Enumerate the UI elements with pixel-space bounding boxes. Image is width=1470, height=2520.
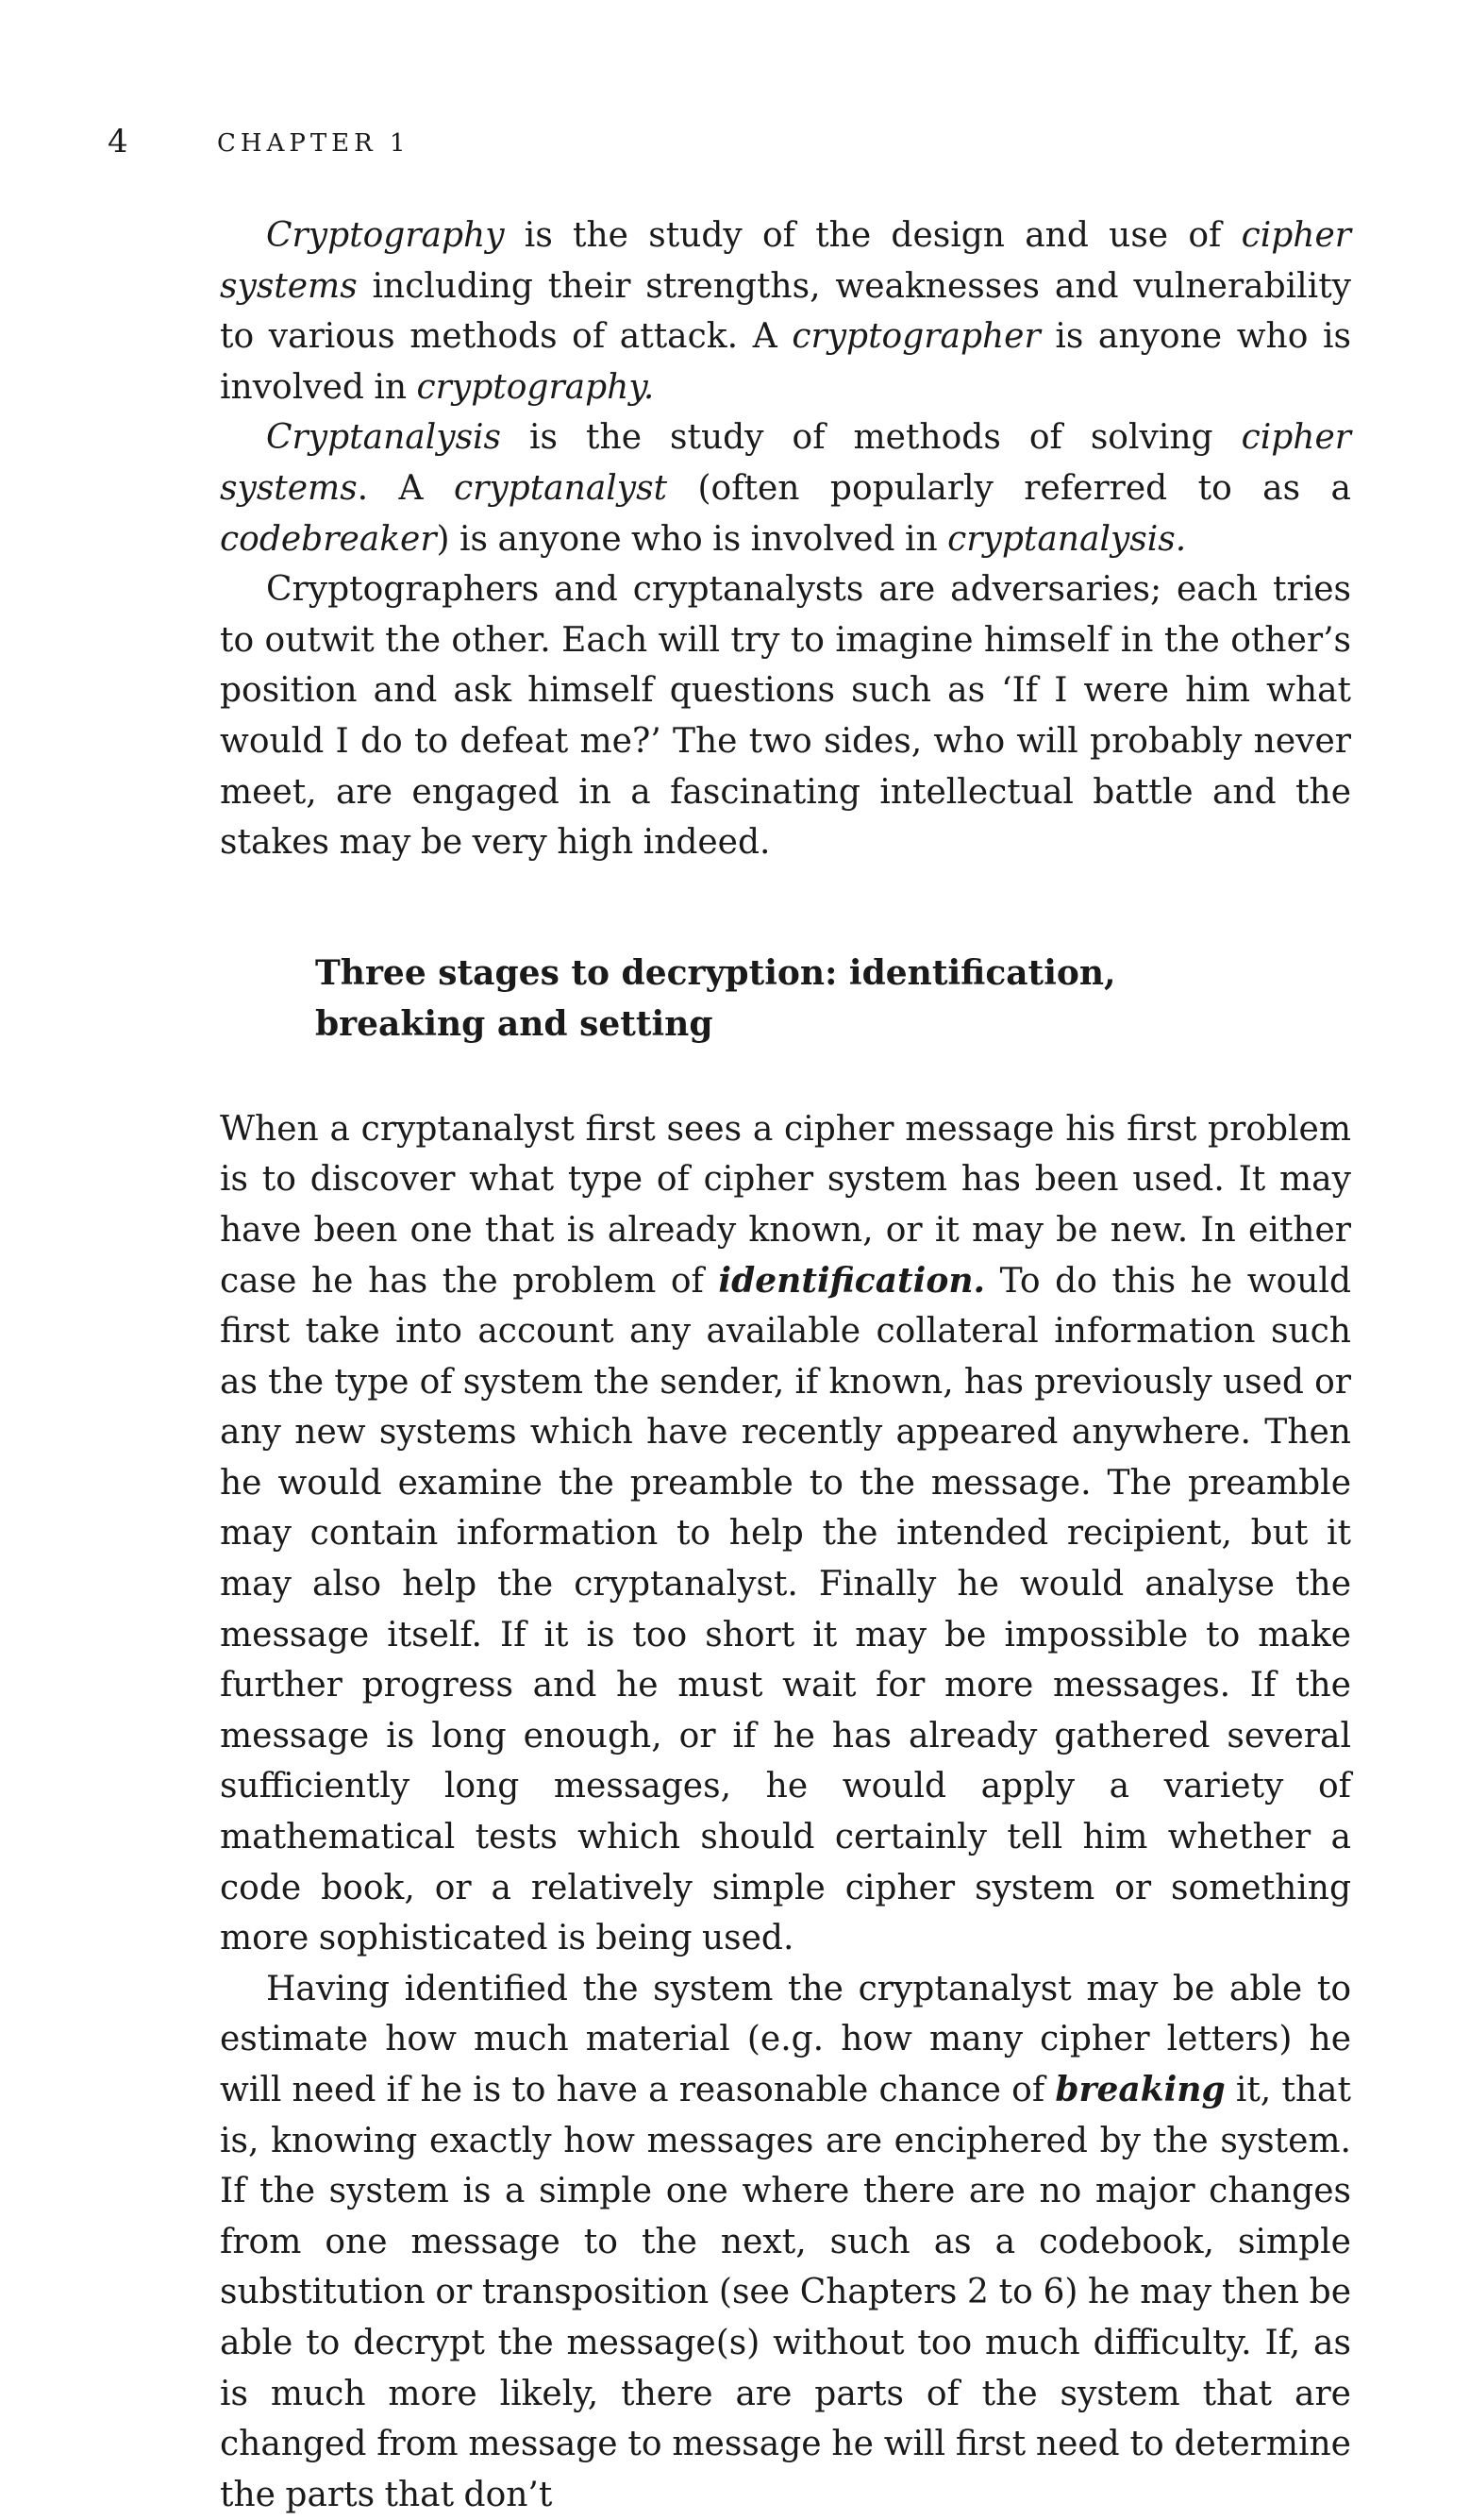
term-cryptography-end: cryptography. <box>416 367 655 407</box>
page-number: 4 <box>108 123 128 160</box>
term-cipher-systems: cipher systems <box>220 216 1351 306</box>
paragraph-cryptanalysis: Cryptanalysis is the study of methods of solving cipher systems. A cryptanalyst (often popularly referred to as a codebreaker) is anyone who is involved in cryptanalysis. <box>220 418 1351 559</box>
body-text <box>220 210 1351 2520</box>
term-cryptographer: cryptographer <box>792 317 1041 357</box>
term-cryptanalysis: Cryptanalysis <box>266 418 502 458</box>
section-heading: Three stages to decryption: identification, breaking and setting <box>315 952 1116 1044</box>
paragraph-adversaries: Cryptographers and cryptanalysts are adversaries; each tries to outwit the other. Each will try to imagine himself in the other’s position and ask himself questions such as ‘If I were him what would I do to defeat me?’ The two sides, who will probably never meet, are engaged in a fascinating intellectual battle and the stakes may be very high indeed. <box>220 570 1351 863</box>
paragraph-identification: When a cryptanalyst first sees a cipher message his first problem is to discover what type of cipher system has been used. It may have been one that is already known, or it may be new. In either case he has the problem of identification. To do this he would first take into account any available collateral information such as the type of system the sender, if known, has previously used or any new systems which have recently appeared anywhere. Then he would examine the preamble to the message. The preamble may contain information to help the intended recipient, but it may also help the cryptanalyst. Finally he would analyse the message itself. If it is too short it may be impossible to make further progress and he must wait for more messages. If the message is long enough, or if he has already gathered several sufficiently long messages, he would apply a variety of mathematical tests which should certainly tell him whether a code book, or a relatively simple cipher system or something more sophisticated is being used. <box>220 1109 1351 1958</box>
running-head <box>108 123 1362 160</box>
term-breaking: breaking <box>1055 2070 1226 2109</box>
term-cryptography: Cryptography <box>266 216 505 255</box>
chapter-label: CHAPTER 1 <box>217 129 410 158</box>
term-cryptanalysis-end: cryptanalysis. <box>947 519 1187 559</box>
term-cipher-systems-2: cipher systems <box>220 418 1351 508</box>
term-codebreaker: codebreaker <box>220 519 437 559</box>
term-identification: identification. <box>718 1260 986 1301</box>
term-cryptanalyst: cryptanalyst <box>453 468 668 508</box>
paragraph-breaking: Having identified the system the cryptanalyst may be able to estimate how much material (e.g. how many cipher letters) he will need if he is to have a reasonable chance of breaking it, that is, knowing exactly how messages are enciphered by the system. If the system is a simple one where there are no major changes from one message to the next, such as a codebook, simple substitution or transposition (see Chapters 2 to 6) he may then be able to decrypt the message(s) without too much difficulty. If, as is much more likely, there are parts of the system that are changed from message to message he will first need to determine the parts that don’t <box>220 1969 1351 2514</box>
paragraph-cryptography: Cryptography is the study of the design and use of cipher systems including their strengths, weaknesses and vulnerability to various methods of attack. A cryptographer is anyone who is involved in cryptography. <box>220 216 1351 407</box>
